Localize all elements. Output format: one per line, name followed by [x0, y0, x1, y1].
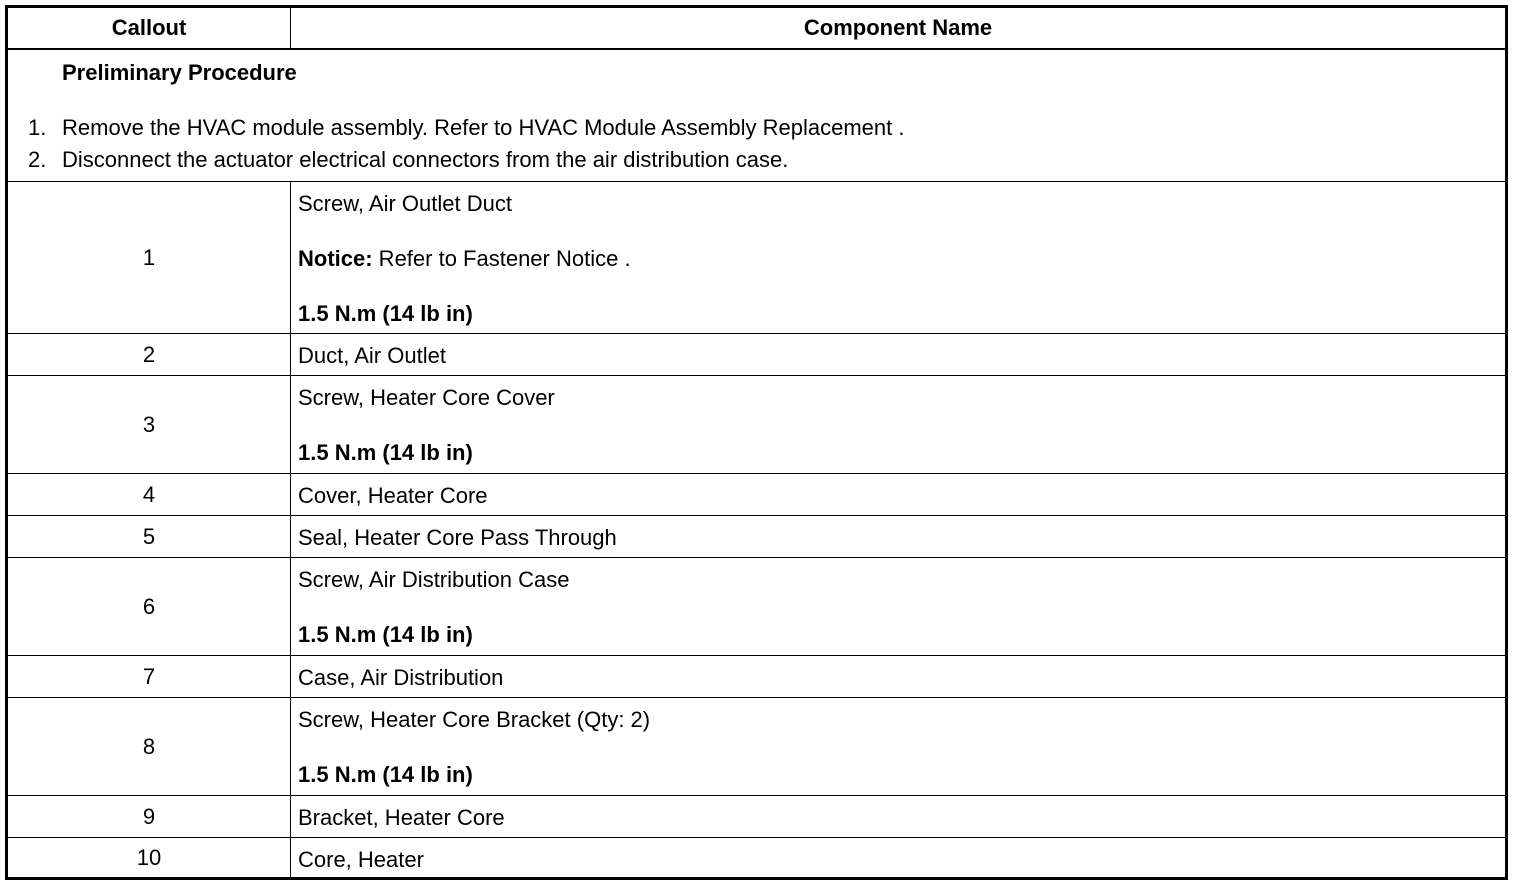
component-name: Cover, Heater Core: [298, 483, 488, 508]
component-name: Screw, Heater Core Bracket (Qty: 2): [298, 707, 651, 732]
notice-label: Notice:: [298, 246, 373, 271]
component-cell: [291, 558, 1505, 655]
component-cell: [291, 376, 1505, 473]
callout-cell: 3: [8, 376, 291, 473]
component-name: Bracket, Heater Core: [298, 805, 505, 830]
table-row: [8, 795, 1505, 837]
torque-spec: 1.5 N.m (14 lb in): [298, 440, 473, 465]
step-number: 1.: [28, 115, 47, 140]
component-cell: [291, 474, 1505, 515]
component-cell: [291, 656, 1505, 697]
preliminary-procedure-row: [8, 50, 1505, 181]
table-row: [8, 697, 1505, 795]
step-text: Remove the HVAC module assembly. Refer to HVAC Module Assembly Replacement .: [62, 115, 905, 140]
callout-cell: 6: [8, 558, 291, 655]
step-text: Disconnect the actuator electrical connectors from the air distribution case.: [62, 147, 789, 172]
component-name: Duct, Air Outlet: [298, 343, 446, 368]
component-name: Case, Air Distribution: [298, 665, 504, 690]
callout-cell: 2: [8, 334, 291, 375]
component-name: Screw, Heater Core Cover: [298, 385, 555, 410]
torque-spec: 1.5 N.m (14 lb in): [298, 762, 473, 787]
component-name: Seal, Heater Core Pass Through: [298, 525, 617, 550]
table-header-row: [8, 8, 1505, 50]
callout-cell: 4: [8, 474, 291, 515]
component-name: Screw, Air Distribution Case: [298, 567, 570, 592]
step-number: 2.: [28, 147, 47, 172]
table-row: [8, 655, 1505, 697]
torque-spec: 1.5 N.m (14 lb in): [298, 301, 473, 326]
component-cell: [291, 334, 1505, 375]
notice-text: Refer to Fastener Notice .: [372, 246, 631, 271]
component-cell: [291, 182, 1505, 333]
table-row: [8, 181, 1505, 333]
component-name: Core, Heater: [298, 847, 424, 872]
component-cell: [291, 516, 1505, 557]
notice: [298, 246, 631, 272]
table-row: [8, 515, 1505, 557]
table-row: [8, 837, 1505, 877]
callout-cell: 5: [8, 516, 291, 557]
table-row: [8, 333, 1505, 375]
callout-cell: 1: [8, 182, 291, 333]
callout-cell: 9: [8, 796, 291, 837]
header-callout: Callout: [8, 8, 291, 48]
component-cell: [291, 796, 1505, 837]
callout-cell: 7: [8, 656, 291, 697]
preliminary-title: Preliminary Procedure: [62, 60, 297, 85]
torque-spec: 1.5 N.m (14 lb in): [298, 622, 473, 647]
table-row: [8, 557, 1505, 655]
preliminary-procedure: [8, 50, 1505, 181]
header-component-name: Component Name: [803, 15, 993, 40]
callout-cell: 8: [8, 698, 291, 795]
component-cell: [291, 698, 1505, 795]
component-table: [5, 5, 1508, 880]
table-row: [8, 375, 1505, 473]
component-name: Screw, Air Outlet Duct: [298, 191, 512, 216]
table-row: [8, 473, 1505, 515]
component-cell: [291, 838, 1505, 877]
callout-cell: 10: [8, 838, 291, 877]
